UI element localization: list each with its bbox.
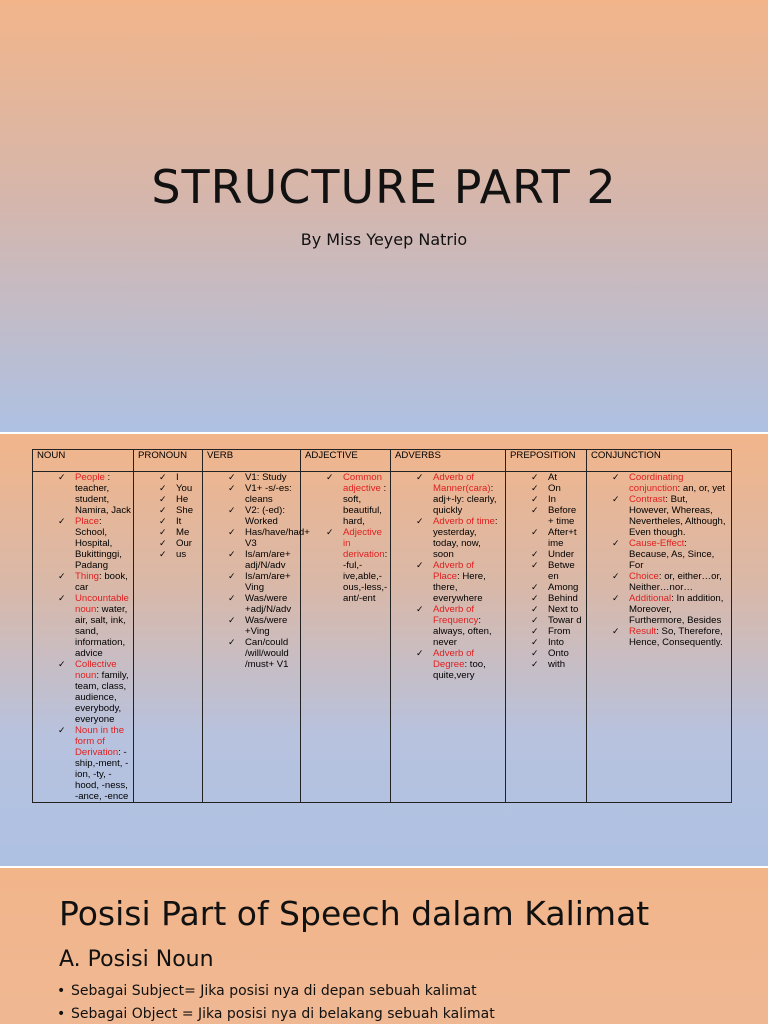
list-item bbox=[508, 494, 584, 505]
check-icon: ✓ bbox=[531, 615, 539, 625]
list-item bbox=[589, 626, 729, 648]
item-text: Our bbox=[176, 538, 192, 549]
list-item bbox=[35, 516, 131, 571]
item-label: Adverb of Place bbox=[433, 560, 475, 582]
bullet-item bbox=[57, 1006, 495, 1022]
item-text: Because, As, Since, For bbox=[629, 549, 715, 571]
check-icon: ✓ bbox=[159, 472, 167, 482]
parts-of-speech-table bbox=[32, 449, 732, 803]
item-text: book, car bbox=[75, 571, 128, 593]
bullet-icon: • bbox=[57, 1006, 66, 1022]
list-item bbox=[35, 659, 131, 725]
list-item bbox=[589, 538, 729, 571]
item-text: I bbox=[176, 472, 179, 483]
table-header-row bbox=[33, 450, 732, 472]
check-icon: ✓ bbox=[159, 483, 167, 493]
item-text: Can/could /will/would /must+ V1 bbox=[245, 637, 289, 670]
check-icon: ✓ bbox=[531, 505, 539, 515]
list-item bbox=[393, 472, 503, 516]
list-item bbox=[508, 604, 584, 615]
item-label: Contrast bbox=[629, 494, 666, 505]
item-text: After+t ime bbox=[548, 527, 577, 549]
header-verb: VERB bbox=[203, 450, 301, 472]
item-text: with bbox=[548, 659, 566, 670]
item-text: He bbox=[176, 494, 189, 505]
pronoun-list bbox=[136, 472, 200, 560]
check-icon: ✓ bbox=[228, 615, 236, 625]
check-icon: ✓ bbox=[228, 527, 236, 537]
list-item bbox=[205, 472, 298, 483]
list-item bbox=[589, 571, 729, 593]
list-item bbox=[136, 516, 200, 527]
slide-title-text: STRUCTURE PART 2 bbox=[151, 160, 617, 214]
preposition-cell bbox=[506, 472, 587, 803]
item-text: Before + time bbox=[548, 505, 577, 527]
item-separator: : bbox=[490, 483, 494, 494]
check-icon: ✓ bbox=[531, 549, 539, 559]
list-item bbox=[508, 582, 584, 593]
item-separator: : bbox=[684, 538, 687, 549]
list-item bbox=[393, 604, 503, 648]
list-item bbox=[136, 483, 200, 494]
item-separator: : bbox=[96, 604, 100, 615]
list-item bbox=[508, 593, 584, 604]
slide-subtitle: By Miss Yeyep Natrio bbox=[300, 230, 468, 249]
item-label: Adverb of Manner(cara) bbox=[433, 472, 491, 494]
check-icon: ✓ bbox=[159, 527, 167, 537]
item-separator: : bbox=[656, 626, 659, 637]
item-text: So, Therefore, Hence, Consequently. bbox=[629, 626, 723, 648]
check-icon: ✓ bbox=[416, 560, 424, 570]
item-text: yesterday, today, now, soon bbox=[433, 527, 481, 560]
list-item bbox=[508, 615, 584, 626]
item-text: Next to bbox=[548, 604, 579, 615]
header-preposition: PREPOSITION bbox=[506, 450, 587, 472]
check-icon: ✓ bbox=[159, 549, 167, 559]
check-icon: ✓ bbox=[326, 527, 334, 537]
list-item bbox=[136, 472, 200, 483]
item-separator: : bbox=[665, 494, 668, 505]
check-icon: ✓ bbox=[228, 637, 236, 647]
item-label: People bbox=[75, 472, 108, 483]
list-item bbox=[205, 615, 298, 637]
adjective-cell bbox=[301, 472, 391, 803]
slide-title bbox=[0, 0, 768, 432]
item-text: water, air, salt, ink, sand, information, advice bbox=[75, 604, 128, 659]
item-text: Behind bbox=[548, 593, 578, 604]
list-item bbox=[205, 593, 298, 615]
item-separator: : bbox=[464, 659, 468, 670]
item-text: V1: Study bbox=[245, 472, 287, 483]
item-label: Adjective in derivation bbox=[343, 527, 385, 560]
item-label: Cause-Effect bbox=[629, 538, 685, 549]
check-icon: ✓ bbox=[612, 538, 620, 548]
check-icon: ✓ bbox=[612, 593, 620, 603]
list-item bbox=[205, 483, 298, 505]
list-item bbox=[35, 593, 131, 659]
bullet-icon: • bbox=[57, 983, 66, 999]
check-icon: ✓ bbox=[58, 472, 66, 482]
bullet-text: Sebagai Object = Jika posisi nya di belakang sebuah kalimat bbox=[71, 1006, 495, 1022]
check-icon: ✓ bbox=[531, 593, 539, 603]
item-text: Here, there, everywhere bbox=[433, 571, 486, 604]
item-text: Was/were +Ving bbox=[245, 615, 288, 637]
list-item bbox=[589, 494, 729, 538]
item-text: On bbox=[548, 483, 561, 494]
item-text: always, often, never bbox=[433, 626, 492, 648]
list-item bbox=[508, 505, 584, 527]
verb-cell bbox=[203, 472, 310, 803]
check-icon: ✓ bbox=[58, 659, 66, 669]
list-item bbox=[205, 505, 298, 527]
slide-table bbox=[0, 434, 768, 866]
list-item bbox=[136, 549, 200, 560]
check-icon: ✓ bbox=[612, 626, 620, 636]
slide3-heading: Posisi Part of Speech dalam Kalimat bbox=[59, 894, 650, 933]
item-text: You bbox=[176, 483, 193, 494]
item-text: Was/were +adj/N/adv bbox=[245, 593, 292, 615]
list-item bbox=[508, 549, 584, 560]
header-pronoun: PRONOUN bbox=[134, 450, 203, 472]
item-text: adj+-ly: clearly, quickly bbox=[433, 494, 497, 516]
list-item bbox=[136, 538, 200, 549]
adverbs-cell bbox=[391, 472, 506, 803]
check-icon: ✓ bbox=[58, 571, 66, 581]
list-item bbox=[508, 472, 584, 483]
item-text: us bbox=[176, 549, 187, 560]
noun-list bbox=[35, 472, 131, 802]
check-icon: ✓ bbox=[531, 472, 539, 482]
item-text: She bbox=[176, 505, 194, 516]
item-label: Adverb of Frequency bbox=[433, 604, 479, 626]
item-text: School, Hospital, Bukittinggi, Padang bbox=[75, 527, 122, 571]
adjective-list bbox=[303, 472, 388, 604]
noun-cell bbox=[33, 472, 134, 803]
item-text: Is/am/are+ Ving bbox=[245, 571, 291, 593]
item-separator: : bbox=[99, 571, 102, 582]
item-text: too, quite,very bbox=[433, 659, 486, 681]
list-item bbox=[205, 637, 298, 670]
check-icon: ✓ bbox=[531, 582, 539, 592]
item-text: teacher, student, Namira, Jack bbox=[75, 483, 131, 516]
list-item bbox=[508, 637, 584, 648]
item-label: Adverb of Degree bbox=[433, 648, 475, 670]
item-text: Is/am/are+ adj/N/adv bbox=[245, 549, 291, 571]
check-icon: ✓ bbox=[531, 648, 539, 658]
check-icon: ✓ bbox=[228, 505, 236, 515]
header-noun: NOUN bbox=[33, 450, 134, 472]
list-item bbox=[35, 472, 131, 516]
check-icon: ✓ bbox=[531, 626, 539, 636]
list-item bbox=[303, 527, 388, 604]
check-icon: ✓ bbox=[531, 494, 539, 504]
item-text: : soft, beautiful, hard, bbox=[343, 483, 387, 527]
list-item bbox=[35, 571, 131, 593]
adverbs-list bbox=[393, 472, 503, 681]
item-text: an, or, yet bbox=[680, 483, 726, 494]
list-item bbox=[205, 527, 310, 549]
item-label: Noun in the form of Derivation bbox=[75, 725, 125, 758]
header-adverbs: ADVERBS bbox=[391, 450, 506, 472]
item-text: In addition, Moreover, Furthermore, Besides bbox=[629, 593, 724, 626]
check-icon: ✓ bbox=[58, 725, 66, 735]
list-item bbox=[508, 527, 584, 549]
item-label: Choice bbox=[629, 571, 659, 582]
list-item bbox=[303, 472, 388, 527]
item-text: In bbox=[548, 494, 557, 505]
item-text: Betwe en bbox=[548, 560, 575, 582]
item-text: Towar d bbox=[548, 615, 582, 626]
check-icon: ✓ bbox=[531, 659, 539, 669]
item-label: Adverb of time bbox=[433, 516, 495, 527]
list-item bbox=[393, 648, 503, 681]
item-separator: : bbox=[677, 483, 681, 494]
item-text: Into bbox=[548, 637, 565, 648]
check-icon: ✓ bbox=[416, 604, 424, 614]
conjunction-cell bbox=[587, 472, 732, 803]
item-text: V2: (-ed): Worked bbox=[245, 505, 285, 527]
item-text: V1+ -s/-es: cleans bbox=[245, 483, 292, 505]
bullet-text: Sebagai Subject= Jika posisi nya di depan sebuah kalimat bbox=[71, 983, 477, 999]
item-separator: : bbox=[658, 571, 662, 582]
item-text: Has/have/had+ V3 bbox=[245, 527, 310, 549]
check-icon: ✓ bbox=[531, 483, 539, 493]
item-text: Onto bbox=[548, 648, 569, 659]
check-icon: ✓ bbox=[228, 549, 236, 559]
item-separator: : bbox=[478, 615, 481, 626]
conjunction-list bbox=[589, 472, 729, 648]
check-icon: ✓ bbox=[228, 472, 236, 482]
slide3-subheading: A. Posisi Noun bbox=[59, 947, 214, 972]
item-label: Thing bbox=[75, 571, 99, 582]
list-item bbox=[393, 560, 503, 604]
check-icon: ✓ bbox=[159, 516, 167, 526]
item-separator: : bbox=[384, 549, 388, 560]
item-text: or, either…or, Neither…nor… bbox=[629, 571, 722, 593]
check-icon: ✓ bbox=[531, 527, 539, 537]
check-icon: ✓ bbox=[228, 593, 236, 603]
check-icon: ✓ bbox=[612, 494, 620, 504]
check-icon: ✓ bbox=[58, 593, 66, 603]
check-icon: ✓ bbox=[159, 494, 167, 504]
pronoun-cell bbox=[134, 472, 203, 803]
item-text: At bbox=[548, 472, 558, 483]
list-item bbox=[589, 472, 729, 494]
item-label: Coordinating conjunction bbox=[629, 472, 684, 494]
item-text: But, However, Whereas, Nevertheles, Although, Even though. bbox=[629, 494, 726, 538]
list-item bbox=[35, 725, 131, 802]
check-icon: ✓ bbox=[58, 516, 66, 526]
list-item bbox=[136, 505, 200, 516]
item-label: Common adjective bbox=[343, 472, 382, 494]
preposition-list bbox=[508, 472, 584, 670]
check-icon: ✓ bbox=[228, 483, 236, 493]
item-text: Among bbox=[548, 582, 579, 593]
item-text: From bbox=[548, 626, 571, 637]
list-item bbox=[205, 549, 298, 571]
verb-list bbox=[205, 472, 310, 670]
item-text: -ship,-ment, -ion, -ty, -hood, -ness, -ance, -ence bbox=[75, 747, 129, 802]
item-text: It bbox=[176, 516, 182, 527]
table-row bbox=[33, 472, 732, 803]
item-label: Additional bbox=[629, 593, 672, 604]
check-icon: ✓ bbox=[416, 516, 424, 526]
item-text: family, team, class, audience, everybody, everyone bbox=[75, 670, 129, 725]
check-icon: ✓ bbox=[531, 637, 539, 647]
item-separator: : bbox=[494, 516, 498, 527]
check-icon: ✓ bbox=[416, 472, 424, 482]
item-separator: : bbox=[671, 593, 674, 604]
list-item bbox=[393, 516, 503, 560]
slide-position bbox=[0, 868, 768, 1024]
item-separator: : bbox=[118, 747, 121, 758]
item-label: Collective noun bbox=[75, 659, 117, 681]
list-item bbox=[589, 593, 729, 626]
item-separator: : bbox=[99, 516, 102, 527]
item-label: Uncountable noun bbox=[75, 593, 129, 615]
list-item bbox=[508, 659, 584, 670]
list-item bbox=[508, 648, 584, 659]
item-separator: : bbox=[107, 472, 111, 483]
list-item bbox=[136, 527, 200, 538]
list-item bbox=[205, 571, 298, 593]
bullet-item bbox=[57, 983, 477, 999]
check-icon: ✓ bbox=[159, 538, 167, 548]
item-text: Me bbox=[176, 527, 190, 538]
list-item bbox=[508, 626, 584, 637]
check-icon: ✓ bbox=[326, 472, 334, 482]
list-item bbox=[136, 494, 200, 505]
item-separator: : bbox=[457, 571, 460, 582]
check-icon: ✓ bbox=[159, 505, 167, 515]
check-icon: ✓ bbox=[228, 571, 236, 581]
item-label: Place bbox=[75, 516, 99, 527]
item-label: Result bbox=[629, 626, 657, 637]
check-icon: ✓ bbox=[612, 571, 620, 581]
item-text: Under bbox=[548, 549, 575, 560]
list-item bbox=[508, 560, 584, 582]
check-icon: ✓ bbox=[612, 472, 620, 482]
item-text: -ful,-ive,able,-ous,-less,-ant/-ent bbox=[343, 560, 388, 604]
check-icon: ✓ bbox=[531, 560, 539, 570]
list-item bbox=[508, 483, 584, 494]
item-separator: : bbox=[96, 670, 100, 681]
header-conjunction: CONJUNCTION bbox=[587, 450, 732, 472]
check-icon: ✓ bbox=[416, 648, 424, 658]
header-adjective: ADJECTIVE bbox=[301, 450, 391, 472]
check-icon: ✓ bbox=[531, 604, 539, 614]
